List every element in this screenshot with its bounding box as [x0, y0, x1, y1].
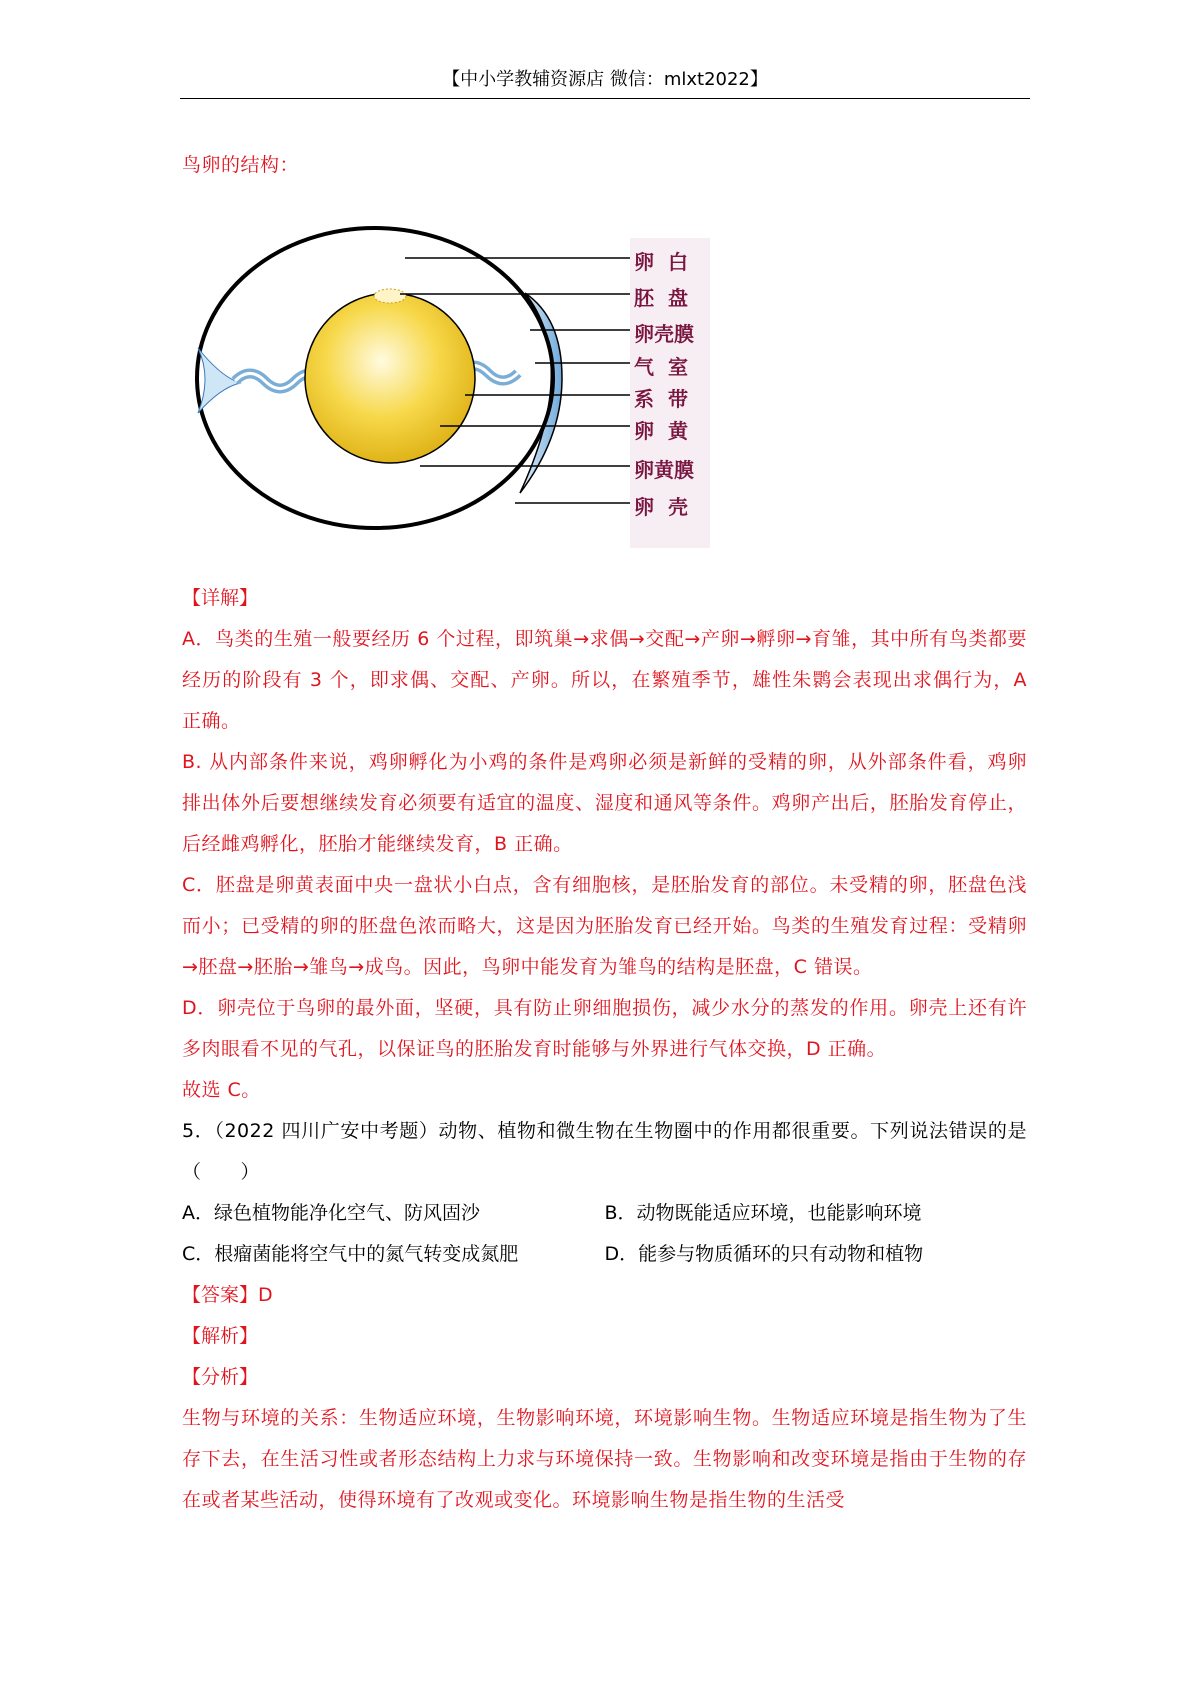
- answer-label: 【答案】D: [182, 1284, 273, 1306]
- question-5-options: [182, 1193, 1027, 1275]
- label-shell: 卵壳: [634, 495, 702, 519]
- detail-heading: 【详解】: [182, 587, 259, 609]
- detail-paragraph-a: A．鸟类的生殖一般要经历 6 个过程，即筑巢→求偶→交配→产卵→孵卵→育雏，其中所有鸟类都要经历的阶段有 3 个，即求偶、交配、产卵。所以，在繁殖季节，雄性朱鹮会表现出求偶行为，A 正确。: [182, 628, 1027, 732]
- fenxi-text: 生物与环境的关系：生物适应环境，生物影响环境，环境影响生物。生物适应环境是指生物为了生存下去，在生活习性或者形态结构上力求与环境保持一致。生物影响和改变环境是指由于生物的存在或者某些活动，使得环境有了改观或变化。环境影响生物是指生物的生活受: [182, 1407, 1027, 1511]
- egg-structure-diagram: [190, 198, 710, 558]
- label-egg-white: 卵白: [634, 250, 702, 274]
- label-shell-membrane: 卵壳膜: [634, 322, 694, 346]
- label-air-cell: 气室: [634, 355, 702, 379]
- yolk: [305, 293, 475, 463]
- detail-paragraph-d: D．卵壳位于鸟卵的最外面，坚硬，具有防止卵细胞损伤，减少水分的蒸发的作用。卵壳上还有许多肉眼看不见的气孔，以保证鸟的胚胎发育时能够与外界进行气体交换，D 正确。: [182, 997, 1027, 1060]
- question-5-stem: 5．（2022 四川广安中考题）动物、植物和微生物在生物圈中的作用都很重要。下列说法错误的是（ ）: [182, 1120, 1027, 1183]
- label-germinal-disc: 胚盘: [634, 286, 702, 310]
- label-chalaza: 系带: [634, 387, 702, 411]
- germinal-disc: [374, 289, 406, 303]
- header-rule: [180, 98, 1030, 99]
- option-a: A．绿色植物能净化空气、防风固沙: [182, 1202, 480, 1224]
- option-b: B．动物既能适应环境，也能影响环境: [604, 1202, 922, 1224]
- analysis-label: 【解析】: [182, 1325, 259, 1347]
- left-chalaza-fan: [198, 348, 240, 413]
- document-body: [182, 145, 1027, 1521]
- label-yolk: 卵黄: [634, 419, 702, 443]
- label-yolk-membrane: 卵黄膜: [634, 458, 694, 482]
- diagram-labels: [630, 238, 710, 548]
- fenxi-label: 【分析】: [182, 1366, 259, 1388]
- detail-paragraph-c: C．胚盘是卵黄表面中央一盘状小白点，含有细胞核，是胚胎发育的部位。未受精的卵，胚盘色浅而小；已受精的卵的胚盘色浓而略大，这是因为胚胎发育已经开始。鸟类的生殖发育过程：受精卵→胚盘→胚胎→雏鸟→成鸟。因此，鸟卵中能发育为雏鸟的结构是胚盘，C 错误。: [182, 874, 1027, 978]
- diagram-caption: 鸟卵的结构：: [182, 154, 300, 176]
- option-c: C．根瘤菌能将空气中的氮气转变成氮肥: [182, 1243, 519, 1265]
- page-header: 【中小学教辅资源店 微信：mlxt2022】: [442, 69, 768, 90]
- detail-paragraph-b: B. 从内部条件来说，鸡卵孵化为小鸡的条件是鸡卵必须是新鲜的受精的卵，从外部条件看，鸡卵排出体外后要想继续发育必须要有适宜的温度、湿度和通风等条件。鸡卵产出后，胚胎发育停止，后经雌鸡孵化，胚胎才能继续发育，B 正确。: [182, 751, 1027, 855]
- option-d: D．能参与物质循环的只有动物和植物: [604, 1243, 924, 1265]
- detail-conclusion: 故选 C。: [182, 1079, 261, 1101]
